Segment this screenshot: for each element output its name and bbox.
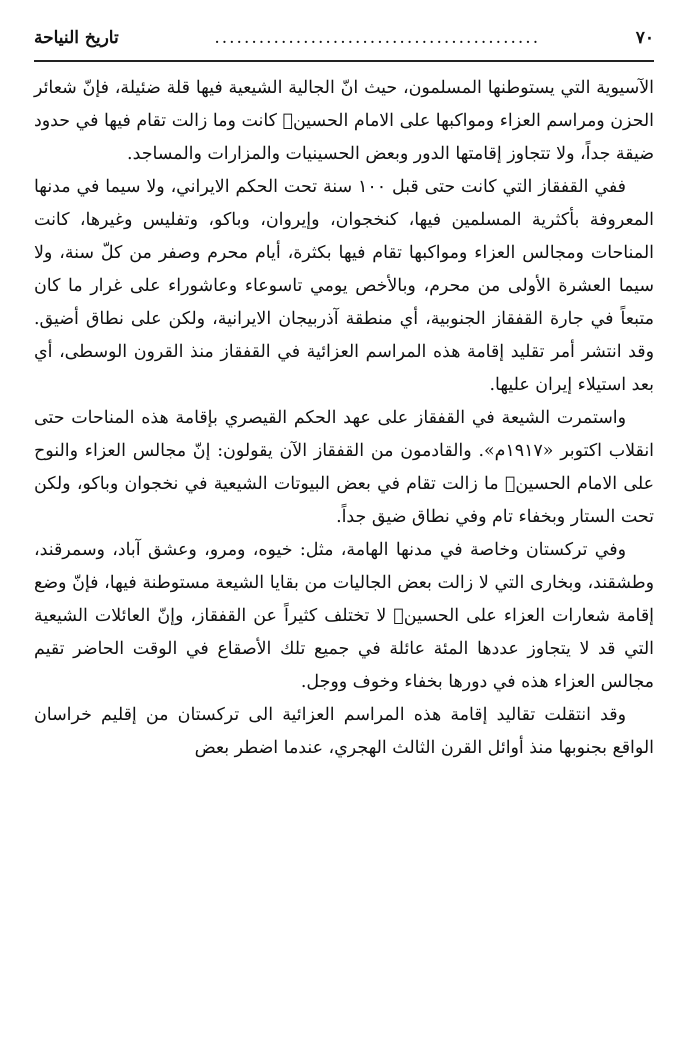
paragraph-caucasus: ففي القفقاز التي كانت حتى قبل ١٠٠ سنة تحت الحكم الايراني، ولا سيما في مدنها المعروفة بأكثرية المسلمين فيها، كنخجوان، وإيروان، وباكو، وتفليس وغيرها، كانت المناحات ومجالس العزاء ومواكبها تقام فيها بكثرة، أيام محرم وصفر من كلّ سنة، ولا سيما العشرة الأولى من محرم، وبالأخص يومي تاسوعاء وعاشوراء على غرار ما كان متبعاً في جارة القفقاز الجنوبية، أي منطقة آذربيجان الايرانية، ولكن على نطاق أضيق. وقد انتشر أمر تقليد إقامة هذه المراسم العزائية في القفقاز منذ القرون الوسطى، أي بعد استيلاء إيران عليها. bbox=[34, 177, 654, 395]
page-number: ٧٠ bbox=[635, 28, 654, 48]
running-title: تاريخ النياحة bbox=[34, 28, 119, 48]
paragraph-continuation: الآسيوية التي يستوطنها المسلمون، حيث انّ الجالية الشيعية فيها قلة ضئيلة، فإنّ شعائر الحزن ومراسم العزاء ومواكبها على الامام الحسين﷣ كانت وما زالت تقام فيها في حدود ضيقة جداً، ولا تتجاوز إقامتها الدور وبعض الحسينيات والمزارات والمساجد. bbox=[34, 78, 654, 164]
header-rule bbox=[34, 60, 654, 62]
book-page bbox=[34, 28, 654, 765]
paragraph-tsarist-era: واستمرت الشيعة في القفقاز على عهد الحكم القيصري بإقامة هذه المناحات حتى انقلاب اكتوبر «١٩١٧م». والقادمون من القفقاز الآن يقولون: إنّ مجالس العزاء والنوح على الامام الحسين﷣ ما زالت تقام في بعض البيوتات الشيعية في نخجوان وباكو، ولكن تحت الستار وبخفاء تام وفي نطاق ضيق جداً. bbox=[34, 408, 654, 527]
paragraph-khorasan: وقد انتقلت تقاليد إقامة هذه المراسم العزائية الى تركستان من إقليم خراسان الواقع بجنوبها منذ أوائل القرن الثالث الهجري، عندما اضطر بعض bbox=[34, 705, 654, 758]
dot-leader: ............................................ bbox=[214, 28, 541, 48]
page-header bbox=[34, 28, 654, 58]
body-text bbox=[34, 72, 654, 765]
paragraph-turkestan: وفي تركستان وخاصة في مدنها الهامة، مثل: خيوه، ومرو، وعشق آباد، وسمرقند، وطشقند، وبخارى التي لا زالت بعض الجاليات من بقايا الشيعة مستوطنة فيها، فإنّ وضع إقامة شعارات العزاء على الحسين﷣ لا تختلف كثيراً عن القفقاز، وإنّ العائلات الشيعية التي قد لا يتجاوز عددها المئة عائلة في جميع تلك الأصقاع في الوقت الحاضر تقيم مجالس العزاء هذه في دورها بخفاء وخوف ووجل. bbox=[34, 540, 654, 692]
